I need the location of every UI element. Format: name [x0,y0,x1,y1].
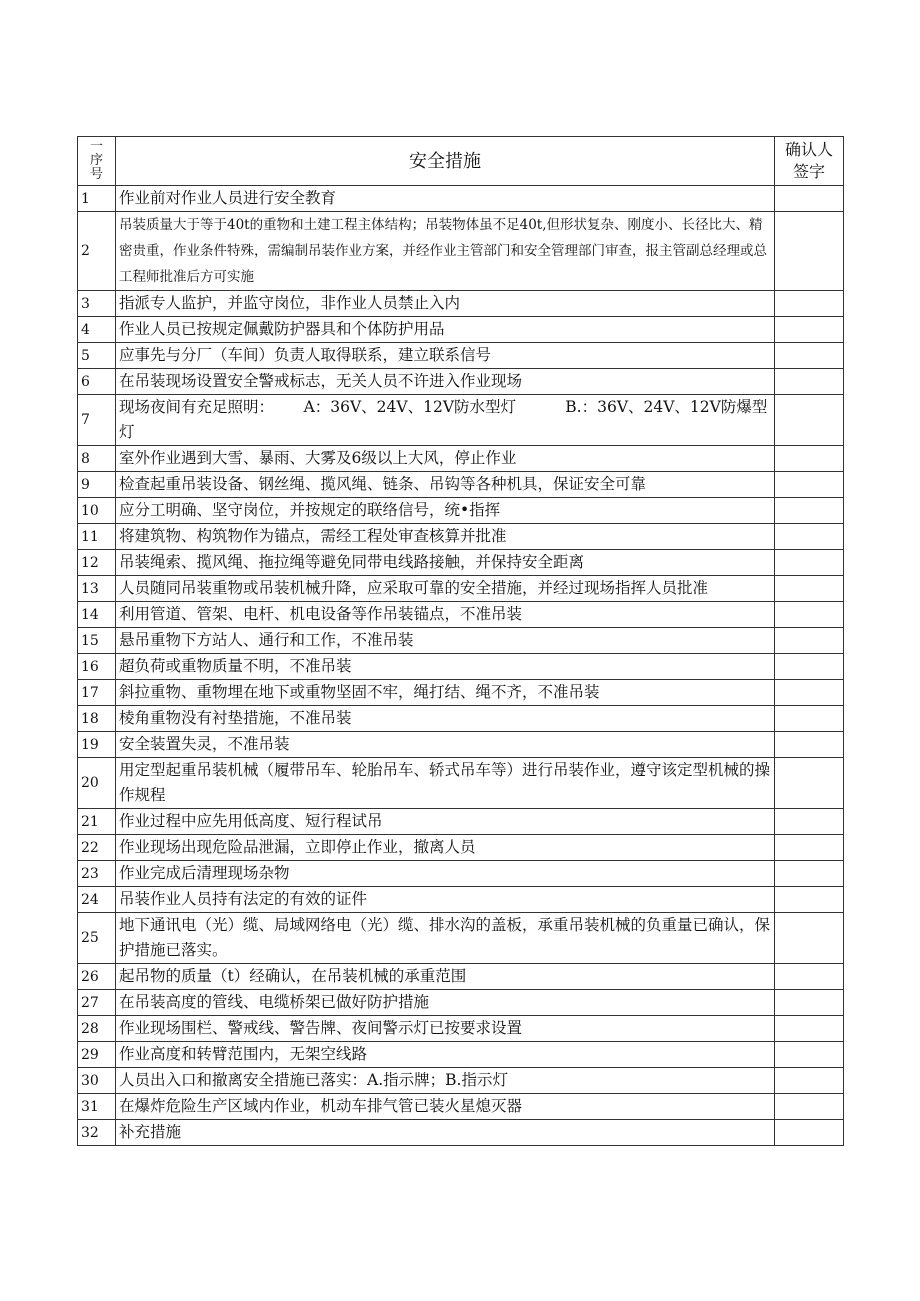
table-row [78,732,844,758]
table-row [78,990,844,1016]
signature-cell[interactable] [775,576,844,602]
row-number: 30 [78,1068,116,1094]
row-measure-text: 棱角重物没有衬垫措施，不准吊装 [116,706,775,732]
row-measure-text: 在爆炸危险生产区域内作业，机动车排气管已装火星熄灭器 [116,1094,775,1120]
signature-cell[interactable] [775,343,844,369]
row-measure-text: 检查起重吊装设备、钢丝绳、揽风绳、链条、吊钩等各种机具，保证安全可靠 [116,472,775,498]
row-number: 6 [78,369,116,395]
row-number: 25 [78,913,116,964]
signature-cell[interactable] [775,1094,844,1120]
signature-cell[interactable] [775,680,844,706]
row-number: 21 [78,809,116,835]
row-number: 14 [78,602,116,628]
table-row [78,395,844,446]
signature-cell[interactable] [775,524,844,550]
header-confirm-label: 确认人 [784,140,833,159]
row-number: 11 [78,524,116,550]
table-row [78,472,844,498]
row-measure-text: 作业前对作业人员进行安全教育 [116,186,775,212]
row-measure-text: 吊装质量大于等于40t的重物和土建工程主体结构；吊装物体虽不足40t,但形状复杂、刚度小、长径比大、精密贵重，作业条件特殊，需编制吊装作业方案，并经作业主管部门和安全管理部门审查，报主管副总经理或总工程师批准后方可实施 [116,212,775,291]
signature-cell[interactable] [775,654,844,680]
row-measure-text: 地下通讯电（光）缆、局域网络电（光）缆、排水沟的盖板，承重吊装机械的负重量已确认，保护措施已落实。 [116,913,775,964]
signature-cell[interactable] [775,913,844,964]
table-row [78,602,844,628]
row-number: 24 [78,887,116,913]
table-row [78,1016,844,1042]
signature-cell[interactable] [775,395,844,446]
signature-cell[interactable] [775,291,844,317]
row-measure-text: 人员出入口和撤离安全措施已落实：A.指示牌；B.指示灯 [116,1068,775,1094]
row-number: 17 [78,680,116,706]
row-number: 10 [78,498,116,524]
signature-cell[interactable] [775,628,844,654]
row-measure-text: 利用管道、管架、电杆、机电设备等作吊装锚点，不准吊装 [116,602,775,628]
header-confirm-signature [775,137,844,186]
header-safety-measures: 安全措施 [116,137,775,186]
row-measure-text: 现场夜间有充足照明： A：36V、24V、12V防水型灯 B.：36V、24V、12V防爆型灯 [116,395,775,446]
table-header-row [78,137,844,186]
row-measure-text: 超负荷或重物质量不明，不准吊装 [116,654,775,680]
table-row [78,706,844,732]
signature-cell[interactable] [775,1068,844,1094]
row-measure-text: 吊装绳索、揽风绳、拖拉绳等避免同带电线路接触，并保持安全距离 [116,550,775,576]
signature-cell[interactable] [775,1016,844,1042]
row-number: 9 [78,472,116,498]
row-measure-text: 斜拉重物、重物埋在地下或重物坚固不牢，绳打结、绳不齐，不准吊装 [116,680,775,706]
row-number: 29 [78,1042,116,1068]
safety-measures-table [77,136,844,1146]
table-row [78,913,844,964]
row-measure-text: 在吊装高度的管线、电缆桥架已做好防护措施 [116,990,775,1016]
row-measure-text: 人员随同吊装重物或吊装机械升降，应采取可靠的安全措施，并经过现场指挥人员批准 [116,576,775,602]
row-number: 27 [78,990,116,1016]
header-signature-label: 签字 [792,162,825,181]
row-number: 32 [78,1120,116,1146]
row-measure-text: 作业完成后清理现场杂物 [116,861,775,887]
row-number: 20 [78,758,116,809]
row-measure-text: 安全装置失灵，不准吊装 [116,732,775,758]
row-number: 13 [78,576,116,602]
table-row [78,212,844,291]
signature-cell[interactable] [775,964,844,990]
row-number: 28 [78,1016,116,1042]
table-row [78,835,844,861]
table-row [78,1068,844,1094]
signature-cell[interactable] [775,472,844,498]
table-row [78,550,844,576]
signature-cell[interactable] [775,809,844,835]
row-measure-text: 将建筑物、构筑物作为锚点，需经工程处审查核算并批准 [116,524,775,550]
signature-cell[interactable] [775,212,844,291]
table-row [78,446,844,472]
table-body [78,186,844,1146]
row-number: 7 [78,395,116,446]
row-measure-text: 作业过程中应先用低高度、短行程试吊 [116,809,775,835]
table-row [78,758,844,809]
table-row [78,628,844,654]
row-measure-text: 作业现场出现危险品泄漏，立即停止作业，撤离人员 [116,835,775,861]
row-number: 4 [78,317,116,343]
table-row [78,317,844,343]
table-row [78,680,844,706]
table-row [78,186,844,212]
row-number: 31 [78,1094,116,1120]
table-row [78,369,844,395]
signature-cell[interactable] [775,732,844,758]
row-number: 3 [78,291,116,317]
table-row [78,1042,844,1068]
header-serial-number: 一 序 号 [78,137,116,186]
row-measure-text: 指派专人监护，并监守岗位，非作业人员禁止入内 [116,291,775,317]
table-row [78,887,844,913]
row-measure-text: 作业人员已按规定佩戴防护器具和个体防护用品 [116,317,775,343]
row-measure-text: 补充措施 [116,1120,775,1146]
row-number: 5 [78,343,116,369]
signature-cell[interactable] [775,317,844,343]
signature-cell[interactable] [775,887,844,913]
signature-cell[interactable] [775,1042,844,1068]
row-number: 12 [78,550,116,576]
signature-cell[interactable] [775,602,844,628]
row-number: 1 [78,186,116,212]
row-measure-text: 在吊装现场设置安全警戒标志，无关人员不许进入作业现场 [116,369,775,395]
table-row [78,654,844,680]
row-measure-text: 室外作业遇到大雪、暴雨、大雾及6级以上大风，停止作业 [116,446,775,472]
row-number: 19 [78,732,116,758]
table-row [78,576,844,602]
signature-cell[interactable] [775,990,844,1016]
signature-cell[interactable] [775,706,844,732]
row-number: 16 [78,654,116,680]
row-measure-text: 起吊物的质量（t）经确认，在吊装机械的承重范围 [116,964,775,990]
row-number: 2 [78,212,116,291]
signature-cell[interactable] [775,186,844,212]
signature-cell[interactable] [775,835,844,861]
table-row [78,861,844,887]
table-row [78,498,844,524]
table-row [78,291,844,317]
table-row [78,964,844,990]
row-measure-text: 悬吊重物下方站人、通行和工作，不准吊装 [116,628,775,654]
table-row [78,1094,844,1120]
row-number: 26 [78,964,116,990]
row-number: 23 [78,861,116,887]
row-number: 22 [78,835,116,861]
row-measure-text: 应事先与分厂（车间）负责人取得联系，建立联系信号 [116,343,775,369]
table-row [78,809,844,835]
row-number: 15 [78,628,116,654]
row-number: 8 [78,446,116,472]
signature-cell[interactable] [775,550,844,576]
signature-cell[interactable] [775,758,844,809]
row-measure-text: 应分工明确、坚守岗位，并按规定的联络信号，统•指挥 [116,498,775,524]
signature-cell[interactable] [775,446,844,472]
signature-cell[interactable] [775,498,844,524]
signature-cell[interactable] [775,1120,844,1146]
row-number: 18 [78,706,116,732]
table-row [78,1120,844,1146]
table-row [78,343,844,369]
signature-cell[interactable] [775,861,844,887]
signature-cell[interactable] [775,369,844,395]
row-measure-text: 用定型起重吊装机械（履带吊车、轮胎吊车、轿式吊车等）进行吊装作业，遵守该定型机械的操作规程 [116,758,775,809]
row-measure-text: 吊装作业人员持有法定的有效的证件 [116,887,775,913]
row-measure-text: 作业高度和转臂范围内，无架空线路 [116,1042,775,1068]
row-measure-text: 作业现场围栏、警戒线、警告牌、夜间警示灯已按要求设置 [116,1016,775,1042]
table-row [78,524,844,550]
